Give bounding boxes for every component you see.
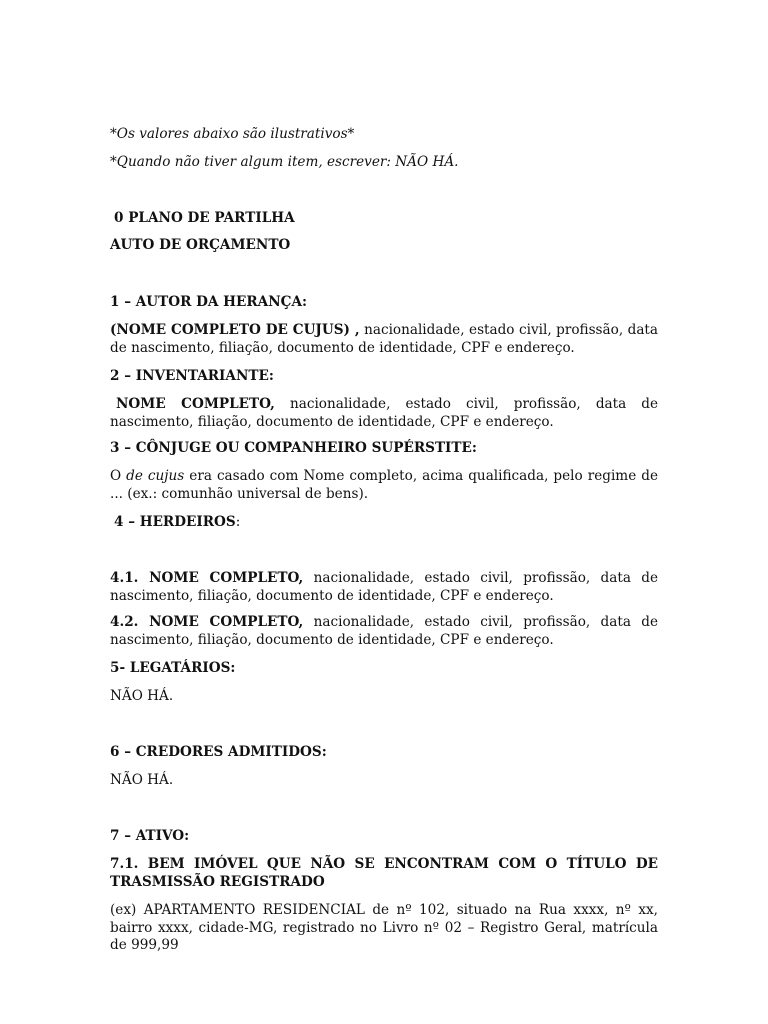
- heading-conjuge: 3 – CÔNJUGE OU COMPANHEIRO SUPÉRSTITE:: [110, 440, 477, 456]
- conjuge-pre: O: [110, 468, 127, 484]
- conjuge-de-cujus: de cujus: [126, 468, 185, 484]
- herdeiro-1-name: 4.1. NOME COMPLETO,: [110, 570, 304, 586]
- paragraph-inventariante: [110, 396, 658, 431]
- legatarios-value: NÃO HÁ.: [110, 688, 174, 704]
- heading-legatarios: 5- LEGATÁRIOS:: [110, 660, 236, 676]
- paragraph-bem-imovel: (ex) APARTAMENTO RESIDENCIAL de nº 102, situado na Rua xxxx, nº xx, bairro xxxx, cidade-MG, registrado no Livro nº 02 – Registro Geral, matrícula de 999,99: [110, 902, 658, 953]
- heading-ativo: 7 – ATIVO:: [110, 828, 190, 844]
- herdeiros-colon: :: [235, 514, 241, 530]
- inventariante-details: nacionalidade, estado civil, profissão, data de nascimento, filiação, documento de identidade, CPF e endereço.: [110, 396, 659, 430]
- note-illustrative: *Os valores abaixo são ilustrativos*: [110, 126, 355, 142]
- conjuge-details: era casado com Nome completo, acima qualificada, pelo regime de ... (ex.: comunhão universal de bens).: [110, 468, 659, 502]
- autor-details: nacionalidade, estado civil, profissão, data de nascimento, filiação, documento de identidade, CPF e endereço.: [110, 322, 658, 356]
- paragraph-autor-heranca: [110, 322, 658, 357]
- paragraph-herdeiro-2: [110, 614, 658, 649]
- heading-herdeiros: [114, 514, 662, 532]
- heading-bem-imovel: 7.1. BEM IMÓVEL QUE NÃO SE ENCONTRAM COM O TÍTULO DE TRASMISSÃO REGISTRADO: [110, 856, 658, 890]
- paragraph-conjuge: [110, 468, 658, 503]
- herdeiro-2-name: 4.2. NOME COMPLETO,: [110, 614, 304, 630]
- heading-inventariante: 2 – INVENTARIANTE:: [110, 368, 274, 384]
- herdeiro-1-details: nacionalidade, estado civil, profissão, data de nascimento, filiação, documento de identidade, CPF e endereço.: [110, 570, 659, 604]
- heading-credores: 6 – CREDORES ADMITIDOS:: [110, 744, 327, 760]
- herdeiros-title: 4 – HERDEIROS: [114, 514, 236, 530]
- autor-name: (NOME COMPLETO DE CUJUS) ,: [110, 322, 360, 338]
- title-plano-partilha: 0 PLANO DE PARTILHA: [114, 210, 295, 226]
- title-auto-orcamento: AUTO DE ORÇAMENTO: [110, 237, 291, 253]
- document-page: [110, 0, 658, 1024]
- herdeiro-2-details: nacionalidade, estado civil, profissão, data de nascimento, filiação, documento de identidade, CPF e endereço.: [110, 614, 659, 648]
- note-nao-ha: *Quando não tiver algum item, escrever: NÃO HÁ.: [110, 154, 459, 170]
- credores-value: NÃO HÁ.: [110, 772, 174, 788]
- heading-autor-heranca: 1 – AUTOR DA HERANÇA:: [110, 294, 308, 310]
- paragraph-herdeiro-1: [110, 570, 658, 605]
- inventariante-name: NOME COMPLETO,: [116, 396, 275, 412]
